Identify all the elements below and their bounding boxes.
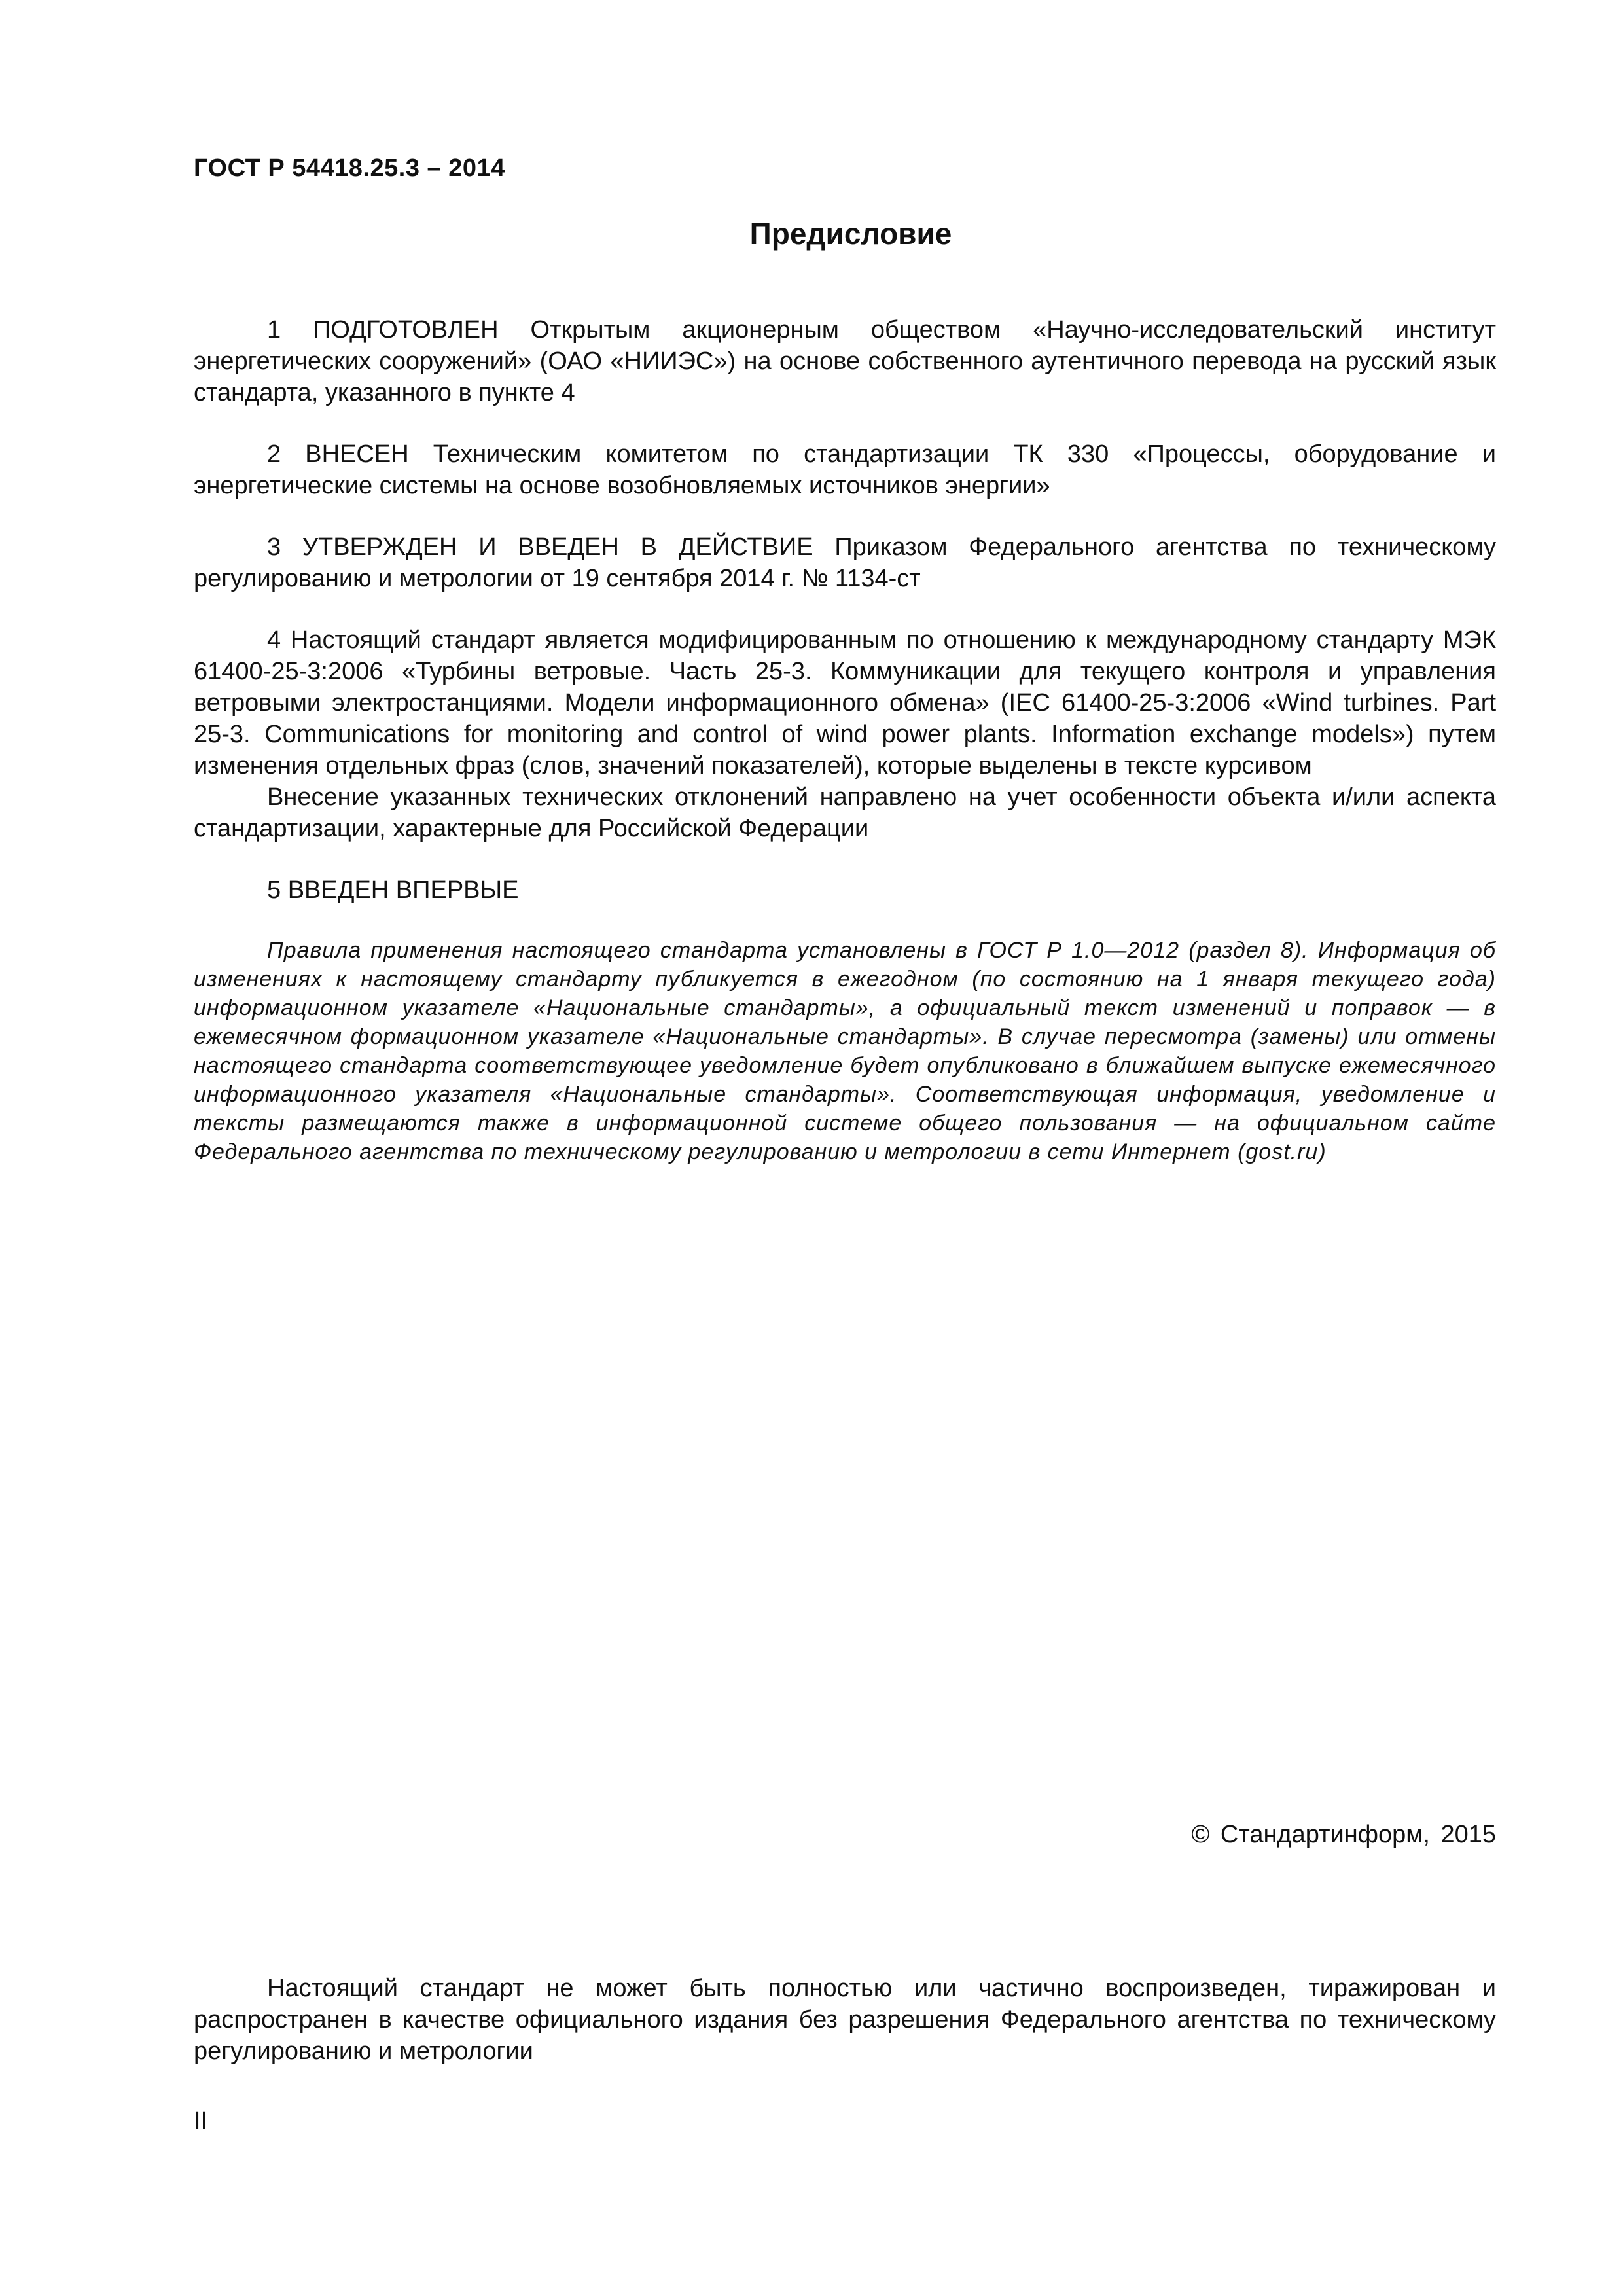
document-header: ГОСТ Р 54418.25.3 – 2014 (194, 154, 505, 182)
paragraph-introduced-by: 2 ВНЕСЕН Техническим комитетом по стандартизации ТК 330 «Процессы, оборудование и энергетические системы на основе возобновляемых источников энергии» (194, 440, 1496, 499)
page-title: Предисловие (749, 217, 952, 251)
paragraph-approved: 3 УТВЕРЖДЕН И ВВЕДЕН В ДЕЙСТВИЕ Приказом Федерального агентства по техническому регулированию и метрологии от 19 сентября 2014 г. № 1134-ст (194, 533, 1496, 592)
reproduction-notice: Настоящий стандарт не может быть полностью или частично воспроизведен, тиражирован и распространен в качестве официального издания без разрешения Федерального агентства по техническому регулированию и метрологии (194, 1975, 1496, 2065)
paragraph-first-introduced: 5 ВВЕДЕН ВПЕРВЫЕ (267, 876, 519, 904)
foreword-body (194, 314, 1496, 1166)
paragraph-modified-standard: 4 Настоящий стандарт является модифицированным по отношению к международному стандарту МЭК 61400-25-3:2006 «Турбины ветровые. Часть 25-3. Коммуникации для текущего контроля и управления ветровыми электростанциями. Модели информационного обмена» (IEC 61400-25-3:2006 «Wind turbines. Part 25-3. Communications for monitoring and control of wind power plants. Information exchange models») путем изменения отдельных фраз (слов, значений показателей), которые выделены в тексте курсивом (194, 626, 1496, 780)
paragraph-deviations: Внесение указанных технических отклонений направлено на учет особенности объекта и/или аспекта стандартизации, характерные для Российской Федерации (194, 783, 1496, 842)
page-number: II (194, 2108, 208, 2135)
paragraph-prepared-by: 1 ПОДГОТОВЛЕН Открытым акционерным обществом «Научно-исследовательский институт энергетических сооружений» (ОАО «НИИЭС») на основе собственного аутентичного перевода на русский язык стандарта, указанного в пункте 4 (194, 316, 1496, 406)
copyright-notice: © Стандартинформ, 2015 (1191, 1821, 1496, 1848)
application-rules-note: Правила применения настоящего стандарта установлены в ГОСТ Р 1.0—2012 (раздел 8). Информация об изменениях к настоящему стандарту публикуется в ежегодном (по состоянию на 1 января текущего года) информационном указателе «Национальные стандарты», а официальный текст изменений и поправок — в ежемесячном формационном указателе «Национальные стандарты». В случае пересмотра (замены) или отмены настоящего стандарта соответствующее уведомление будет опубликовано в ближайшем выпуске ежемесячного информационного указателя «Национальные стандарты». Соответствующая информация, уведомление и тексты размещаются также в информационной системе общего пользования — на официальном сайте Федерального агентства по техническому регулированию и метрологии в сети Интернет (gost.ru) (194, 938, 1496, 1164)
